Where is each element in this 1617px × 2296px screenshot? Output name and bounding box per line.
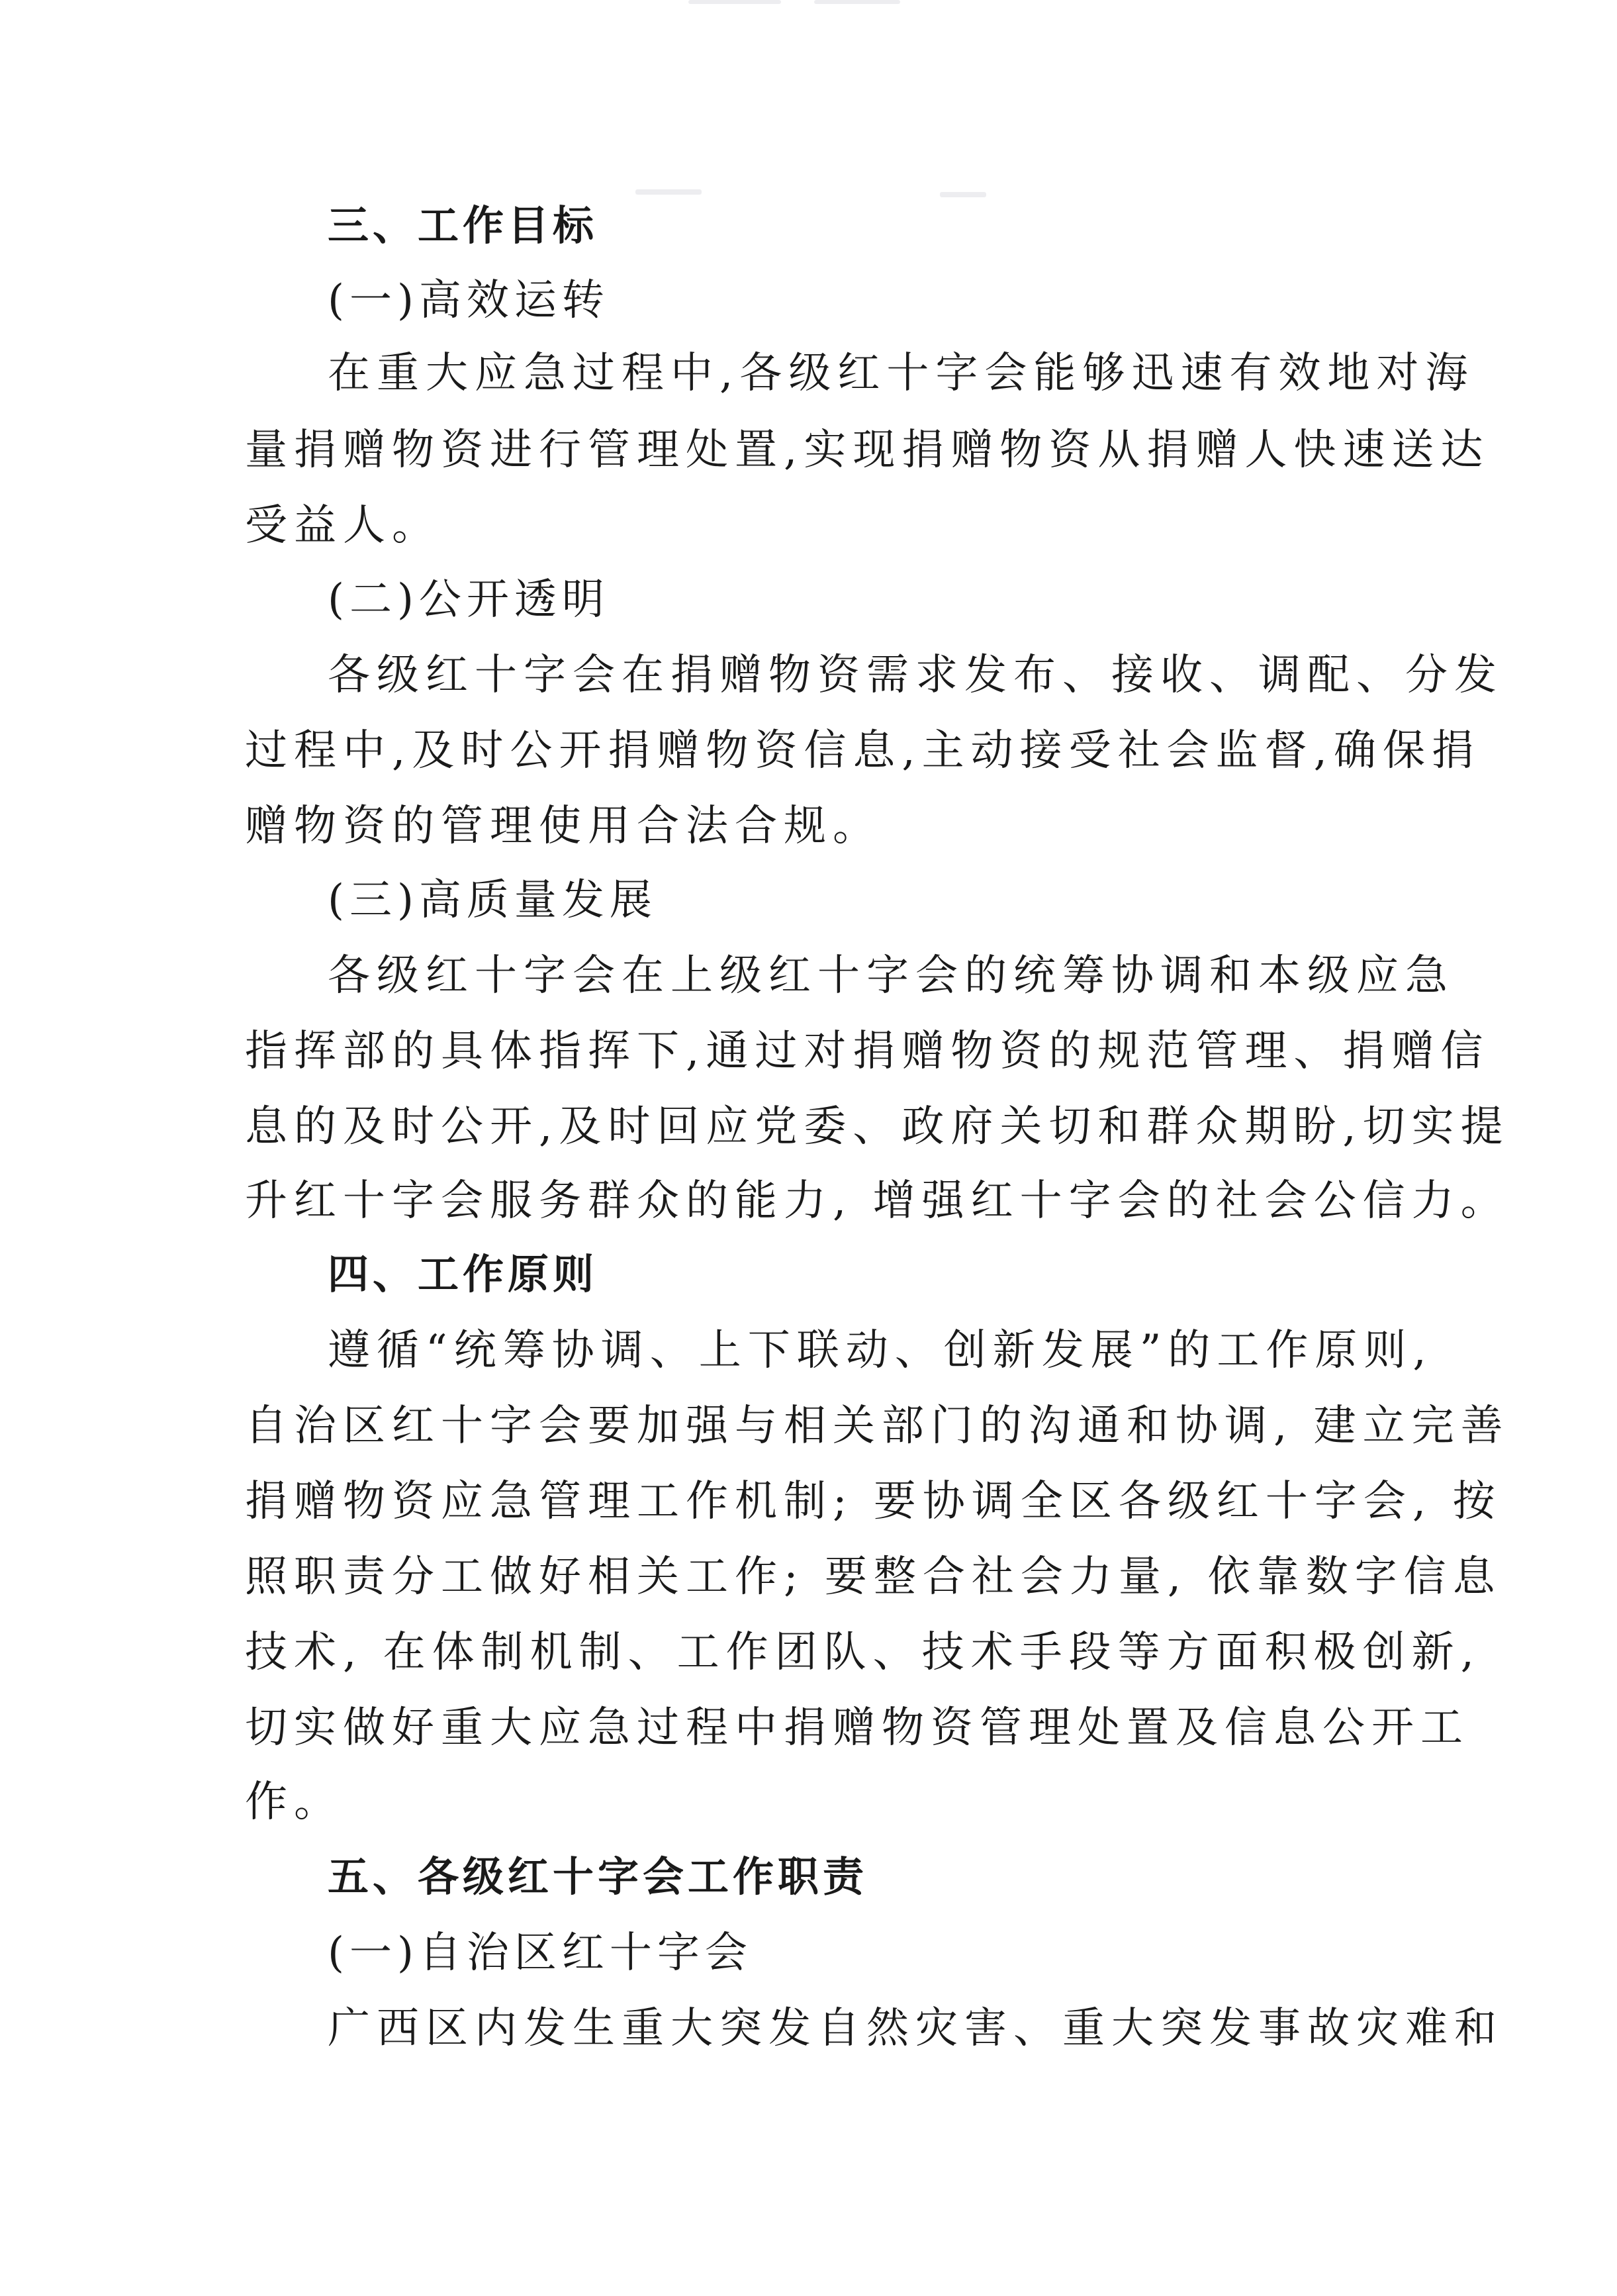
scan-artifact [814, 0, 900, 4]
subsection-heading: (一)自治区红十字会 [328, 1929, 753, 1978]
section-heading: 四、工作原则 [328, 1250, 598, 1298]
paragraph-line: 各级红十字会在上级红十字会的统筹协调和本级应急 [328, 951, 1454, 1000]
paragraph-line: 受益人。 [245, 501, 441, 550]
paragraph-line: 技术, 在体制机制、工作团队、技术手段等方面积极创新, [245, 1628, 1481, 1677]
paragraph-line: 各级红十字会在捐赠物资需求发布、接收、调配、分发 [328, 651, 1503, 700]
paragraph-line: 过程中,及时公开捐赠物资信息,主动接受社会监督,确保捐 [245, 726, 1481, 775]
paragraph-line: 息的及时公开,及时回应党委、政府关切和群众期盼,切实提 [245, 1102, 1510, 1151]
paragraph-line: 指挥部的具体指挥下,通过对捐赠物资的规范管理、捐赠信 [245, 1027, 1490, 1076]
paragraph-line: 量捐赠物资进行管理处置,实现捐赠物资从捐赠人快速送达 [245, 426, 1490, 475]
paragraph-line: 捐赠物资应急管理工作机制; 要协调全区各级红十字会, 按 [245, 1477, 1502, 1526]
paragraph-line: 切实做好重大应急过程中捐赠物资管理处置及信息公开工 [245, 1703, 1469, 1752]
scan-artifact [635, 189, 702, 195]
section-heading: 三、工作目标 [328, 201, 598, 250]
paragraph-line: 升红十字会服务群众的能力, 增强红十字会的社会公信力。 [245, 1176, 1510, 1225]
subsection-heading: (一)高效运转 [328, 276, 610, 325]
scan-artifact [940, 192, 986, 197]
subsection-heading: (三)高质量发展 [328, 876, 657, 925]
paragraph-line: 遵循“统筹协调、上下联动、创新发展”的工作原则, [328, 1326, 1433, 1375]
paragraph-line: 在重大应急过程中,各级红十字会能够迅速有效地对海 [328, 349, 1475, 398]
paragraph-line: 自治区红十字会要加强与相关部门的沟通和协调, 建立完善 [245, 1402, 1510, 1451]
paragraph-line: 作。 [245, 1778, 343, 1827]
paragraph-line: 赠物资的管理使用合法合规。 [245, 802, 882, 851]
subsection-heading: (二)公开透明 [328, 575, 610, 624]
paragraph-line: 广西区内发生重大突发自然灾害、重大突发事故灾难和 [328, 2004, 1503, 2053]
section-heading: 五、各级红十字会工作职责 [328, 1852, 868, 1901]
paragraph-line: 照职责分工做好相关工作; 要整合社会力量, 依靠数字信息 [245, 1553, 1502, 1602]
scan-artifact [688, 0, 781, 4]
